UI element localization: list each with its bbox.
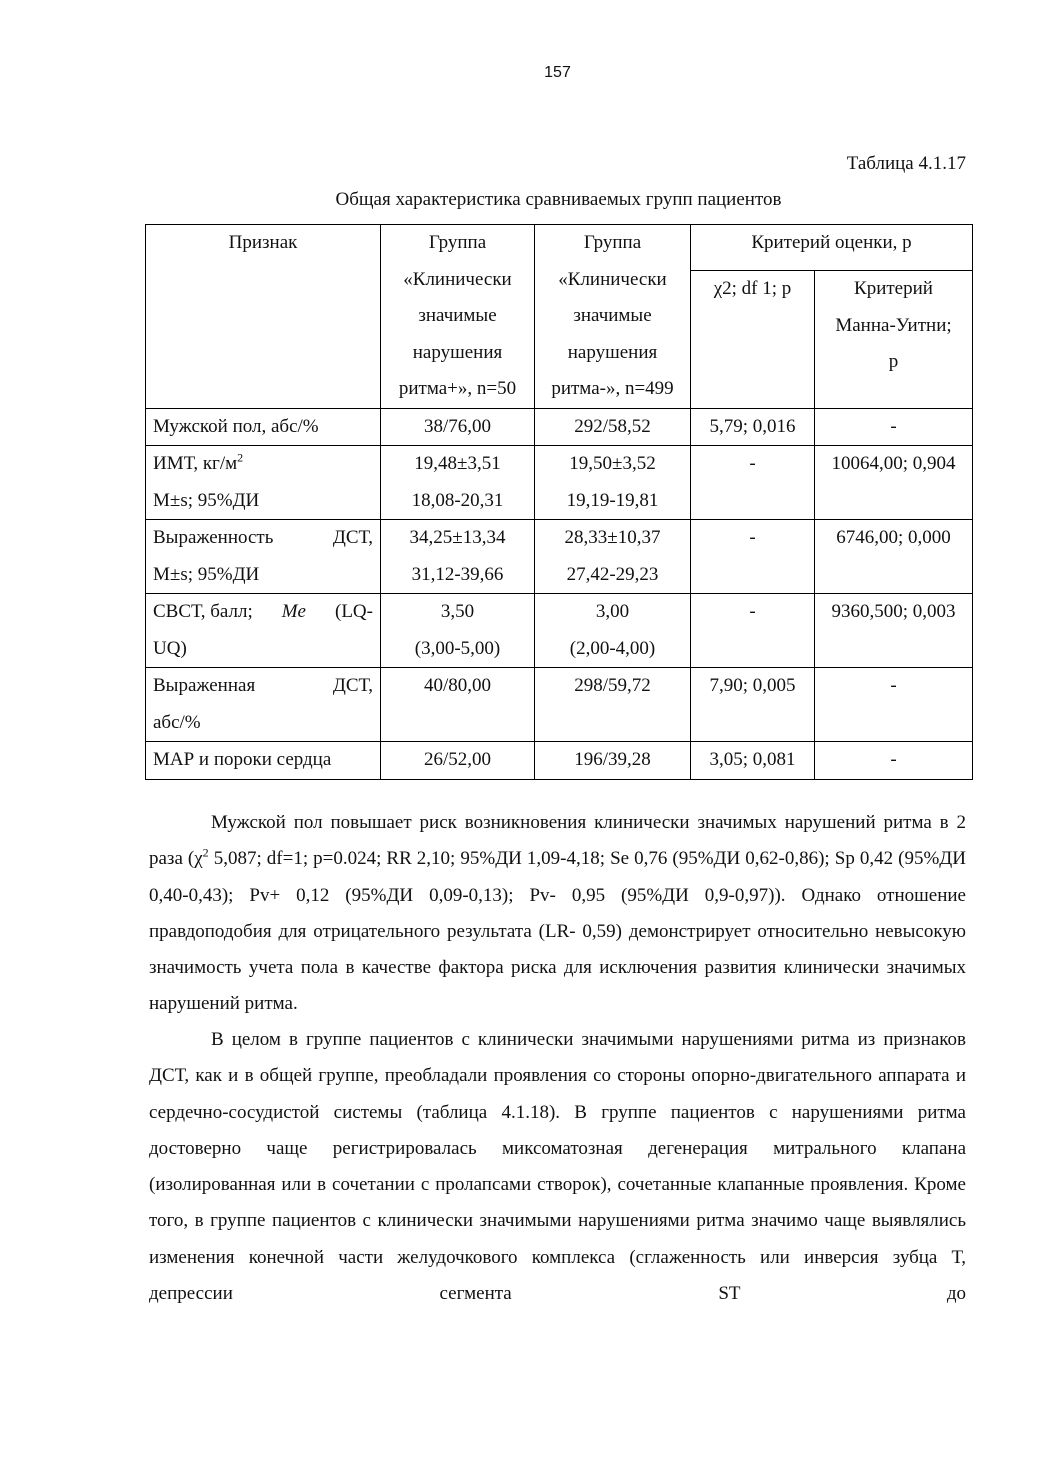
header-mann-line: p [888,351,899,373]
table-row [146,668,973,742]
row-feature-text: (LQ- [335,601,373,622]
row-feature [146,520,381,594]
row-group-negative [535,594,691,668]
table-row [146,408,973,446]
header-feature: Признак [146,225,381,409]
row-mann-whitney: - [815,742,973,780]
row-group-negative [535,446,691,520]
row-mann-whitney: 6746,00; 0,000 [815,520,973,594]
row-chi-square: - [691,594,815,668]
row-value: 19,50±3,52 [569,453,656,474]
row-feature-text: ИМТ, кг/м [153,453,238,474]
row-group-negative: 196/39,28 [535,742,691,780]
row-group-positive: 38/76,00 [381,408,535,446]
row-feature-text: Выраженность ДСТ, [153,527,373,548]
row-feature-text: M±s; 95%ДИ [153,563,260,585]
page-number: 157 [544,64,571,81]
body-paragraph-2 [149,1022,966,1312]
table-title: Общая характеристика сравниваемых групп пациентов [335,189,782,210]
row-group-negative: 298/59,72 [535,668,691,742]
paragraph-text-part: Мужской пол повышает риск возникновения клинически значимых нарушений ритма в 2 раза (χ [149,812,966,870]
row-mann-whitney: - [815,408,973,446]
paragraph-text-part: 5,087; df=1; p=0.024; RR 2,10; 95%ДИ 1,09-4,18; Se 0,76 (95%ДИ 0,62-0,86); Sp 0,42 (95%ДИ 0,40-0,43); Pv+ 0,12 (95%ДИ 0,09-0,13); Pv- 0,95 (95%ДИ 0,9-0,97)). Однако отношение правдоподобия для отрицательного результата (LR- 0,59) демонстрирует относительно невысокую значимость учета пола в качестве фактора риска для исключения развития клинически значимых нарушений ритма. [149,848,966,1015]
table-row [146,742,973,780]
row-group-negative: 292/58,52 [535,408,691,446]
header-mann-line: Критерий [854,278,933,300]
row-value: 19,48±3,51 [414,453,501,474]
row-group-negative [535,520,691,594]
row-value: (2,00-4,00) [569,637,656,659]
row-value: 28,33±10,37 [564,527,661,548]
row-feature [146,668,381,742]
row-feature-superscript: 2 [237,450,244,465]
row-mann-whitney: - [815,668,973,742]
row-value: 19,19-19,81 [566,489,659,511]
row-feature-line [153,594,373,631]
row-chi-square: - [691,446,815,520]
row-chi-square: 3,05; 0,081 [691,742,815,780]
row-feature: Мужской пол, абс/% [146,408,381,446]
row-group-positive: 26/52,00 [381,742,535,780]
row-feature-text: M±s; 95%ДИ [153,489,260,511]
row-value: 31,12-39,66 [411,563,504,585]
row-group-positive [381,446,535,520]
header-group-positive-line: ритма+», n=50 [398,378,517,399]
header-group-positive-line: значимые [418,305,497,326]
row-group-positive [381,594,535,668]
row-value: 27,42-29,23 [566,563,659,585]
row-chi-square: 5,79; 0,016 [691,408,815,446]
header-group-positive-title: Группа [428,232,487,253]
table-row [146,520,973,594]
paragraph-text: В целом в группе пациентов с клинически значимыми нарушениями ритма из признаков ДСТ, как и в общей группе, преобладали проявления со стороны опорно-двигательного аппарата и сердечно-сосудистой системы (таблица 4.1.18). В группе пациентов с нарушениями ритма достоверно чаще регистрировалась миксоматозная дегенерация митрального клапана (изолированная или в сочетании с пролапсами створок), сочетанные клапанные проявления. Кроме того, в группе пациентов с клинически значимыми нарушениями ритма значимо чаще выявлялись изменения конечной части желудочкового комплекса (сглаженность или инверсия зубца Т, депрессии сегмента ST до [149,1029,966,1305]
header-group-negative-line: «Клинически [558,268,667,290]
header-group-positive-line: нарушения [412,341,503,363]
table-header-row [146,225,973,271]
row-value: (3,00-5,00) [414,637,501,659]
header-mann-whitney [815,271,973,408]
body-paragraph-1 [149,805,966,1023]
row-value: 3,00 [595,601,630,622]
row-feature-text: СВСТ, балл; [153,601,253,622]
row-feature [146,594,381,668]
row-value: 34,25±13,34 [409,527,506,548]
row-value: 3,50 [440,601,475,622]
row-chi-square: 7,90; 0,005 [691,668,815,742]
row-feature-text: UQ) [153,637,187,659]
row-feature [146,446,381,520]
row-group-positive [381,520,535,594]
header-group-positive-line: «Клинически [403,268,512,290]
comparison-table [145,224,973,780]
row-feature-text: Выраженная ДСТ, [153,675,373,696]
header-group-negative-line: нарушения [567,341,658,363]
header-mann-line: Манна-Уитни; [835,314,952,336]
table-row [146,446,973,520]
row-mann-whitney: 10064,00; 0,904 [815,446,973,520]
header-group-negative-line: ритма-», n=499 [551,378,674,399]
header-group-negative-line: значимые [573,305,652,326]
row-group-positive: 40/80,00 [381,668,535,742]
table-row [146,594,973,668]
header-group-negative-title: Группа [583,232,642,253]
header-group-positive [381,225,535,409]
header-group-negative [535,225,691,409]
table-label: Таблица 4.1.17 [846,153,966,174]
chi-square-superscript: 2 [202,845,209,860]
row-value: 18,08-20,31 [411,489,504,511]
row-feature-italic: Me [281,601,306,622]
paragraph-text [149,805,966,1023]
row-mann-whitney: 9360,500; 0,003 [815,594,973,668]
header-chi-square: χ2; df 1; p [691,271,815,408]
row-feature-text: абс/% [153,711,201,733]
row-chi-square: - [691,520,815,594]
header-criteria: Критерий оценки, p [691,225,973,271]
row-feature: МАР и пороки сердца [146,742,381,780]
